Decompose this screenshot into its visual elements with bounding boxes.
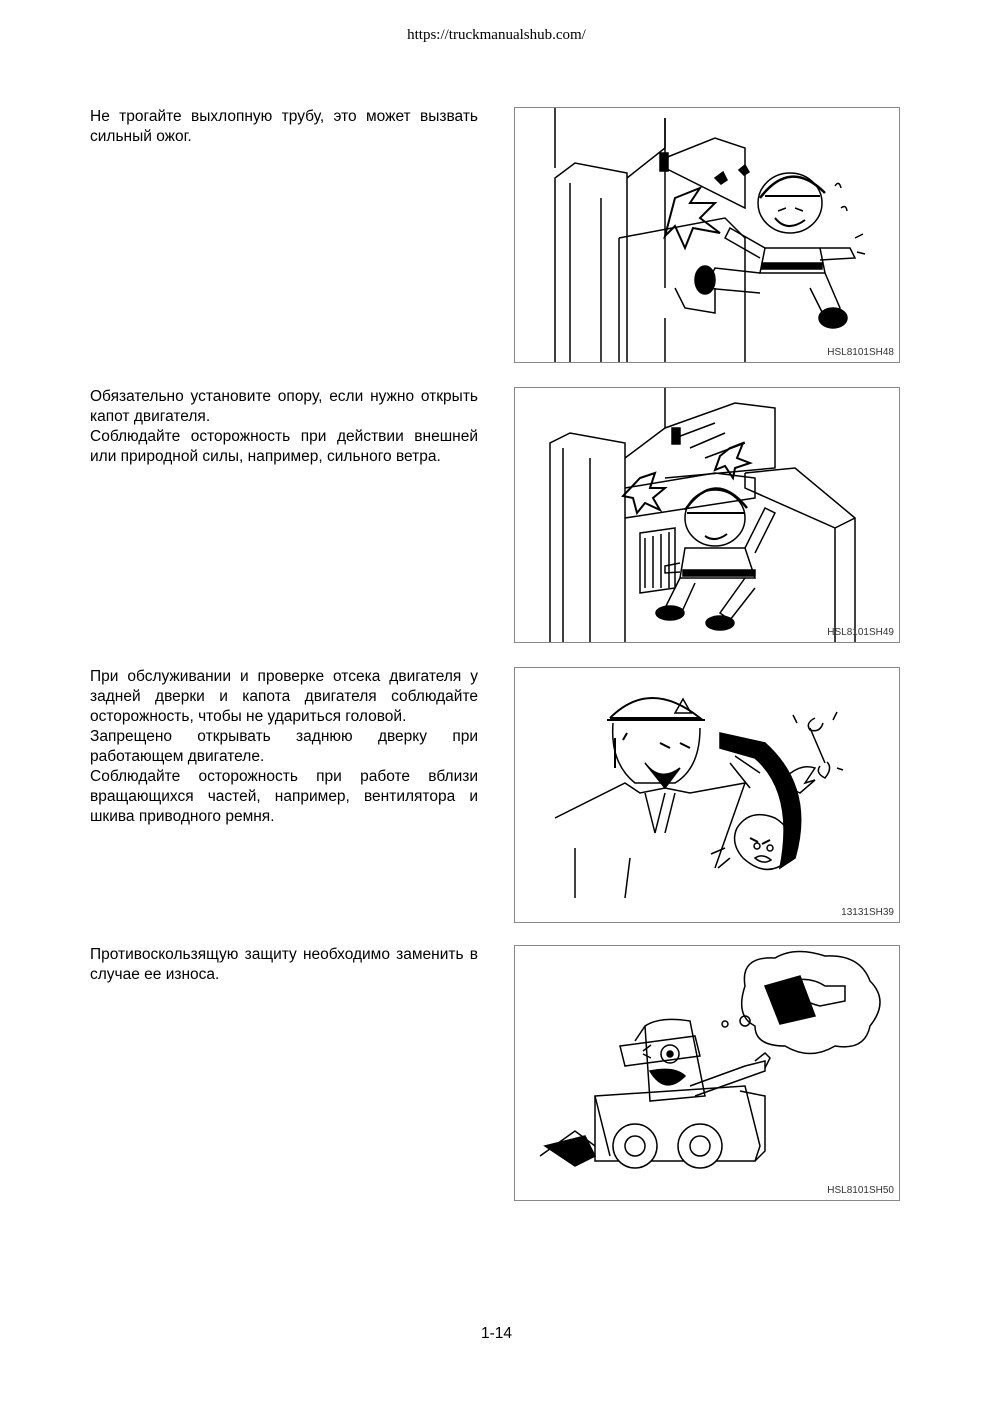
page-number: 1-14 [480,1325,513,1342]
illustration-exhaust-burn [514,107,900,363]
paragraph: Соблюдайте осторожность при работе вблизи вращающихся частей, например, вентилятора и шкива приводного ремня. [90,768,478,825]
safety-section-anti-slip [90,945,902,1205]
safety-section-hood-support [90,387,902,647]
paragraph: Не трогайте выхлопную трубу, это может вызвать сильный ожог. [90,108,478,145]
section-text [90,945,478,985]
section-text [90,667,478,827]
figure-code: HSL8101SH48 [827,347,894,358]
paragraph: Соблюдайте осторожность при действии внешней или природной силы, например, сильного ветра. [90,428,478,465]
illustration-skid-steer-loader [514,945,900,1201]
paragraph: При обслуживании и проверке отсека двигателя у задней дверки и капота двигателя соблюдайте осторожность, чтобы не удариться головой. [90,668,478,725]
illustration-rotating-belt [514,667,900,923]
figure-code: HSL8101SH50 [827,1185,894,1196]
paragraph: Обязательно установите опору, если нужно открыть капот двигателя. [90,388,478,425]
paragraph: Противоскользящую защиту необходимо заменить в случае ее износа. [90,946,478,983]
illustration-hood-falling [514,387,900,643]
header-url: https://truckmanualshub.com/ [407,27,586,43]
section-text [90,387,478,467]
figure-code: HSL8101SH49 [827,627,894,638]
figure-code: 13131SH39 [841,907,894,918]
paragraph: Запрещено открывать заднюю дверку при работающем двигателе. [90,728,478,765]
safety-section-exhaust [90,107,902,367]
safety-section-engine-compartment [90,667,902,927]
section-text [90,107,478,147]
